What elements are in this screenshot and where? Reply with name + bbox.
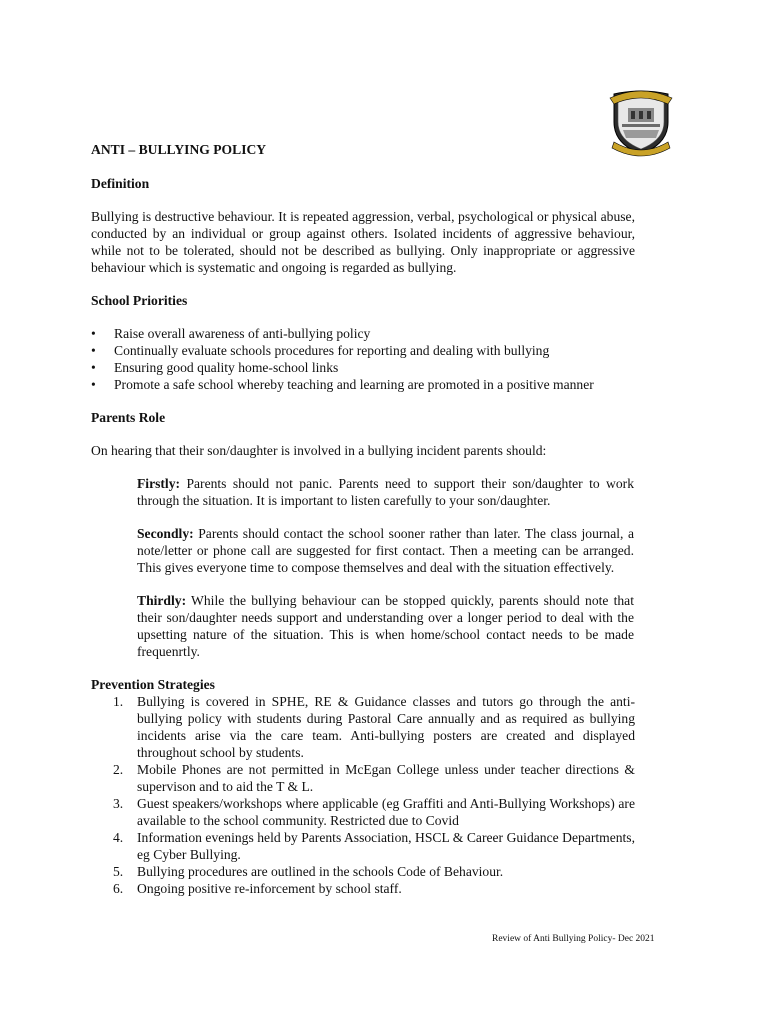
priority-item: • Promote a safe school whereby teaching and learning are promoted in a positive manner [91, 376, 635, 393]
strategy-number: 5. [113, 864, 124, 879]
parents-step-1 [137, 475, 634, 509]
parents-step-2 [137, 525, 634, 576]
prevention-heading: Prevention Strategies [91, 677, 215, 692]
parents-role-heading: Parents Role [91, 410, 166, 425]
step-text: Parents should contact the school sooner rather than later. The class journal, a note/letter or phone call are suggested for first contact. Then a meeting can be arranged. This gives everyone time to compose themselves and deal with the situation effectively. [137, 526, 634, 575]
step-label: Firstly: [137, 476, 181, 491]
strategy-number: 2. [113, 762, 124, 777]
priorities-heading: School Priorities [91, 293, 188, 308]
strategy-text: Mobile Phones are not permitted in McEgan College unless under teacher directions & supervison and to aid the T & L. [137, 762, 635, 794]
strategy-item [91, 829, 635, 863]
prevention-list [91, 693, 635, 897]
step-text: Parents should not panic. Parents need to support their son/daughter to work through the situation. It is important to listen carefully to your son/daughter. [137, 476, 634, 508]
strategy-number: 4. [113, 830, 124, 845]
step-label: Thirdly: [137, 593, 187, 608]
priorities-list [91, 325, 635, 393]
priority-item: • Ensuring good quality home-school links [91, 359, 635, 376]
strategy-text: Bullying is covered in SPHE, RE & Guidance classes and tutors go through the anti-bullying policy with students during Pastoral Care annually and as required as bullying incidents arise via the care team. Anti-bullying posters are created and displayed throughout school by students. [137, 694, 635, 760]
step-label: Secondly: [137, 526, 194, 541]
review-footer: Review of Anti Bullying Policy- Dec 2021 [492, 934, 655, 944]
strategy-item [91, 761, 635, 795]
priority-item: • Raise overall awareness of anti-bullying policy [91, 325, 635, 342]
strategy-text: Ongoing positive re-inforcement by school staff. [137, 881, 402, 896]
step-text: While the bullying behaviour can be stopped quickly, parents should note that their son/daughter needs support and understanding over a longer period to deal with the upsetting nature of the situation. This is when home/school contact needs to be made frequenrtly. [137, 593, 634, 659]
strategy-number: 3. [113, 796, 124, 811]
strategy-number: 6. [113, 881, 124, 896]
strategy-item [91, 795, 635, 829]
definition-text: Bullying is destructive behaviour. It is repeated aggression, verbal, psychological or physical abuse, conducted by an individual or group against others. Isolated incidents of aggressive behaviour, while not to be tolerated, should not be described as bullying. Only inappropriate or aggressive behaviour which is systematic and ongoing is regarded as bullying. [91, 209, 635, 275]
strategy-item [91, 863, 635, 880]
strategy-text: Bullying procedures are outlined in the schools Code of Behaviour. [137, 864, 504, 879]
priority-item: • Continually evaluate schools procedures for reporting and dealing with bullying [91, 342, 635, 359]
parents-step-3 [137, 592, 634, 660]
policy-document [91, 141, 635, 897]
parents-intro: On hearing that their son/daughter is involved in a bullying incident parents should: [91, 443, 547, 458]
strategy-text: Information evenings held by Parents Association, HSCL & Career Guidance Departments, eg Cyber Bullying. [137, 830, 635, 862]
strategy-number: 1. [113, 694, 124, 709]
strategy-text: Guest speakers/workshops where applicable (eg Graffiti and Anti-Bullying Workshops) are available to the school community. Restricted due to Covid [137, 796, 635, 828]
strategy-item [91, 693, 635, 761]
definition-heading: Definition [91, 176, 150, 191]
document-title: ANTI – BULLYING POLICY [91, 142, 267, 157]
strategy-item [91, 880, 635, 897]
